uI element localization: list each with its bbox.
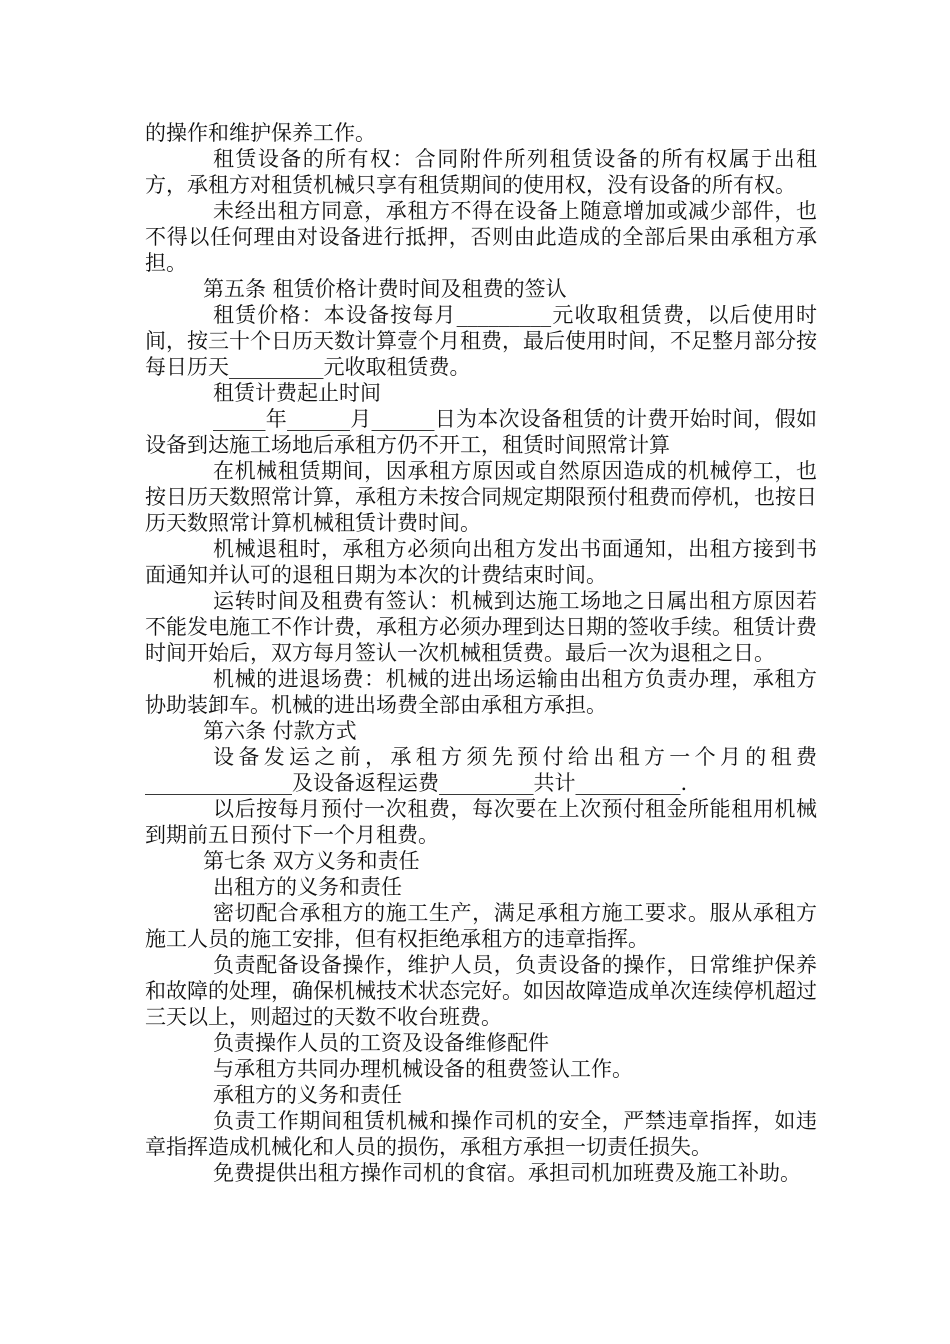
article-6-heading: 第六条 付款方式 xyxy=(203,719,357,743)
paragraph-safety: 负责工作期间租赁机械和操作司机的安全，严禁违章指挥，如违章指挥造成机械化和人员的损伤，承租方承担一切责任损失。 xyxy=(145,1109,817,1159)
paragraph-monthly-prepay: 以后按每月预付一次租费，每次要在上次预付租金所能租用机械到期前五日预付下一个月租费。 xyxy=(145,797,817,847)
paragraph-cooperate: 密切配合承租方的施工生产，满足承租方施工要求。服从承租方施工人员的施工安排，但有权拒绝承租方的违章指挥。 xyxy=(145,901,817,951)
paragraph-operation-maintenance: 的操作和维护保养工作。 xyxy=(145,121,376,145)
paragraph-board-lodging: 免费提供出租方操作司机的食宿。承担司机加班费及施工补助。 xyxy=(213,1161,801,1185)
paragraph-rental-price: 租赁价格：本设备按每月_________元收取租赁费，以后使用时间，按三十个日历天数计算壹个月租费，最后使用时间，不足整月部分按每日历天_________元收取租赁费。 xyxy=(145,303,817,379)
paragraph-operation-time: 运转时间及租费有签认：机械到达施工场地之日属出租方原因若不能发电施工不作计费，承租方必须办理到达日期的签收手续。租赁计费时间开始后，双方每月签认一次机械租赁费。最后一次为退租之日。 xyxy=(145,589,817,665)
article-7-heading: 第七条 双方义务和责任 xyxy=(203,849,420,873)
paragraph-prepayment: 设备发运之前，承租方须先预付给出租方一个月的租费______________及设备返程运费_________共计__________. xyxy=(145,745,817,795)
paragraph-lessor-duties-title: 出租方的义务和责任 xyxy=(213,875,402,899)
paragraph-no-modification: 未经出租方同意，承租方不得在设备上随意增加或减少部件，也不得以任何理由对设备进行抵押，否则由此造成的全部后果由承租方承担。 xyxy=(145,199,817,275)
paragraph-billing-start: _____年______月______日为本次设备租赁的计费开始时间，假如设备到达施工场地后承租方仍不开工，租赁时间照常计算 xyxy=(145,407,817,457)
paragraph-billing-period-title: 租赁计费起止时间 xyxy=(213,381,381,405)
paragraph-transport-fee: 机械的进退场费：机械的进出场运输由出租方负责办理，承租方协助装卸车。机械的进出场费全部由承租方承担。 xyxy=(145,667,817,717)
article-5-heading: 第五条 租赁价格计费时间及租费的签认 xyxy=(203,277,567,301)
document-page xyxy=(145,120,817,1186)
paragraph-return-notice: 机械退租时，承租方必须向出租方发出书面通知，出租方接到书面通知并认可的退租日期为本次的计费结束时间。 xyxy=(145,537,817,587)
paragraph-ownership: 租赁设备的所有权：合同附件所列租赁设备的所有权属于出租方，承租方对租赁机械只享有租赁期间的使用权，没有设备的所有权。 xyxy=(145,147,817,197)
paragraph-joint-signoff: 与承租方共同办理机械设备的租费签认工作。 xyxy=(213,1057,633,1081)
paragraph-downtime: 在机械租赁期间，因承租方原因或自然原因造成的机械停工，也按日历天数照常计算，承租方未按合同规定期限预付租费而停机，也按日历天数照常计算机械租赁计费时间。 xyxy=(145,459,817,535)
paragraph-lessee-duties-title: 承租方的义务和责任 xyxy=(213,1083,402,1107)
paragraph-wages: 负责操作人员的工资及设备维修配件 xyxy=(213,1031,549,1055)
paragraph-operators: 负责配备设备操作，维护人员，负责设备的操作，日常维护保养和故障的处理，确保机械技术状态完好。如因故障造成单次连续停机超过三天以上，则超过的天数不收台班费。 xyxy=(145,953,817,1029)
